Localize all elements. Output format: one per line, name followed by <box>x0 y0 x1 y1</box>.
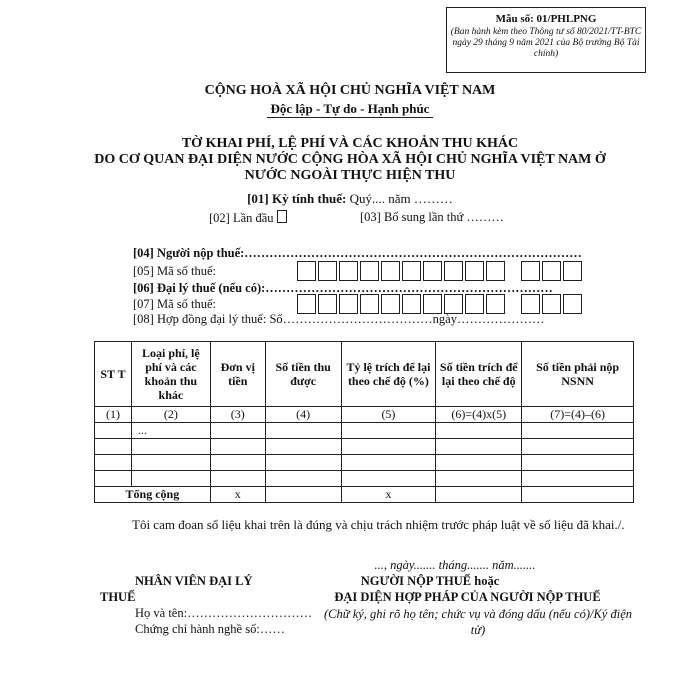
total-label: Tổng cộng <box>95 487 211 503</box>
agent-cert-field[interactable]: Chứng chỉ hành nghề số:…… <box>135 622 285 636</box>
agent-tax-code-suffix-digit[interactable] <box>542 294 561 314</box>
tax-code-digit[interactable] <box>360 261 379 281</box>
agent-tax-code-suffix-digit[interactable] <box>521 294 540 314</box>
table-cell[interactable] <box>210 439 265 455</box>
table-header-row <box>95 342 634 407</box>
table-cell[interactable] <box>210 423 265 439</box>
table-row <box>95 439 634 455</box>
form-issuance-note: (Ban hành kèm theo Thông tư số 80/2021/TT-BTC ngày 29 tháng 9 năm 2021 của Bộ trưởng Bộ Tài chính) <box>450 27 642 59</box>
first-time-field <box>209 210 287 226</box>
agent-tax-code-digit[interactable] <box>360 294 379 314</box>
agent-tax-code-suffix-boxes[interactable] <box>521 294 584 314</box>
motto <box>0 101 700 117</box>
table-index-row <box>95 407 634 423</box>
table-cell[interactable] <box>436 423 522 439</box>
total-payable-cell[interactable] <box>522 487 634 503</box>
first-time-checkbox[interactable] <box>277 210 287 223</box>
agent-tax-code-digit[interactable] <box>381 294 400 314</box>
tax-code-digit[interactable] <box>318 261 337 281</box>
index-cell: (5) <box>341 407 436 423</box>
tax-code-suffix-boxes[interactable] <box>521 261 584 281</box>
agent-name-field[interactable]: Họ và tên:………………………… <box>135 606 313 620</box>
form-title-line1: TỜ KHAI PHÍ, LỆ PHÍ VÀ CÁC KHOẢN THU KHÁC <box>181 136 519 151</box>
agent-tax-code-suffix-digit[interactable] <box>563 294 582 314</box>
agent-tax-code-digit[interactable] <box>444 294 463 314</box>
tax-agent-field[interactable]: [06] Đại lý thuế (nếu có):…………………………………………………………… <box>133 281 553 295</box>
tax-code-digit[interactable] <box>402 261 421 281</box>
agent-tax-code-digit[interactable] <box>318 294 337 314</box>
tax-code-digit[interactable] <box>465 261 484 281</box>
agent-sig-title-a: NHÂN VIÊN ĐẠI LÝ <box>135 574 253 588</box>
agent-tax-code-digit[interactable] <box>339 294 358 314</box>
fee-table <box>94 341 634 503</box>
table-cell[interactable] <box>341 423 436 439</box>
agent-tax-code-digit[interactable] <box>486 294 505 314</box>
table-cell[interactable] <box>131 455 210 471</box>
tax-code-digit[interactable] <box>339 261 358 281</box>
total-amount-cell[interactable] <box>265 487 341 503</box>
table-cell[interactable] <box>341 471 436 487</box>
table-total-row <box>95 487 634 503</box>
table-cell[interactable] <box>522 455 634 471</box>
tax-code-suffix-digit[interactable] <box>542 261 561 281</box>
table-cell[interactable]: ... <box>131 423 210 439</box>
taxpayer-field[interactable]: [04] Người nộp thuế:……………………………………………………………………… <box>133 246 582 260</box>
table-cell[interactable] <box>341 455 436 471</box>
total-rate-mark: x <box>341 487 436 503</box>
table-row <box>95 455 634 471</box>
agent-tax-code-digit[interactable] <box>402 294 421 314</box>
motto-text: Độc lập - Tự do - Hạnh phúc <box>267 101 434 118</box>
table-row <box>95 423 634 439</box>
col-header-no: ST T <box>95 342 132 407</box>
table-cell[interactable] <box>210 455 265 471</box>
form-code: Mẫu số: 01/PHLPNG <box>495 13 597 25</box>
index-cell: (7)=(4)–(6) <box>522 407 634 423</box>
table-cell[interactable] <box>265 455 341 471</box>
tax-period <box>0 191 700 207</box>
table-cell[interactable] <box>436 439 522 455</box>
col-header-payable-amount: Số tiền phải nộp NSNN <box>522 342 634 407</box>
table-cell[interactable] <box>131 471 210 487</box>
agent-tax-code-digit[interactable] <box>297 294 316 314</box>
table-cell[interactable] <box>522 439 634 455</box>
table-cell[interactable] <box>265 471 341 487</box>
table-cell[interactable] <box>210 471 265 487</box>
table-cell[interactable] <box>95 439 132 455</box>
table-row <box>95 471 634 487</box>
total-retained-cell[interactable] <box>436 487 522 503</box>
agent-tax-code-label: [07] Mã số thuế: <box>133 297 216 311</box>
tax-period-label: [01] Kỳ tính thuế: <box>247 191 347 206</box>
agent-tax-code-digit[interactable] <box>423 294 442 314</box>
col-header-amount-collected: Số tiền thu được <box>265 342 341 407</box>
tax-code-suffix-digit[interactable] <box>521 261 540 281</box>
index-cell: (2) <box>131 407 210 423</box>
table-cell[interactable] <box>131 439 210 455</box>
tax-code-digit[interactable] <box>297 261 316 281</box>
agent-tax-code-boxes[interactable] <box>297 294 507 314</box>
first-time-label: [02] Lần đầu <box>209 211 277 225</box>
payer-sig-title2: ĐẠI DIỆN HỢP PHÁP CỦA NGƯỜI NỘP THUẾ <box>334 590 601 604</box>
tax-code-label: [05] Mã số thuế: <box>133 264 216 278</box>
pledge-statement: Tôi cam đoan số liệu khai trên là đúng và chịu trách nhiệm trước pháp luật về số liệu đã khai./. <box>132 517 625 532</box>
col-header-fee-type: Loại phí, lệ phí và các khoản thu khác <box>131 342 210 407</box>
agent-sig-title-b: THUẾ <box>100 590 136 604</box>
table-cell[interactable] <box>522 471 634 487</box>
table-cell[interactable] <box>341 439 436 455</box>
index-cell: (1) <box>95 407 132 423</box>
col-header-retained-amount: Số tiền trích để lại theo chế độ <box>436 342 522 407</box>
col-header-retention-rate: Tỷ lệ trích để lại theo chế độ (%) <box>341 342 436 407</box>
tax-code-digit[interactable] <box>444 261 463 281</box>
form-title-line3: NƯỚC NGOÀI THỰC HIỆN THU <box>244 168 456 183</box>
payer-sig-title1: NGƯỜI NỘP THUẾ hoặc <box>360 574 500 588</box>
table-cell[interactable] <box>436 455 522 471</box>
index-cell: (3) <box>210 407 265 423</box>
payer-sig-note: (Chữ ký, ghi rõ họ tên; chức vụ và đóng dấu (nếu có)/Ký điện tử) <box>324 607 632 637</box>
table-cell[interactable] <box>265 423 341 439</box>
tax-code-digit[interactable] <box>486 261 505 281</box>
tax-code-suffix-digit[interactable] <box>563 261 582 281</box>
table-cell[interactable] <box>265 439 341 455</box>
agent-tax-code-digit[interactable] <box>465 294 484 314</box>
table-cell[interactable] <box>95 471 132 487</box>
form-title-line2: DO CƠ QUAN ĐẠI DIỆN NƯỚC CỘNG HÒA XÃ HỘI CHỦ NGHĨA VIỆT NAM Ở <box>94 152 606 167</box>
table-cell[interactable] <box>522 423 634 439</box>
table-cell[interactable] <box>95 423 132 439</box>
supplement-field: [03] Bổ sung lần thứ ……… <box>360 210 504 224</box>
tax-code-digit[interactable] <box>423 261 442 281</box>
table-cell[interactable] <box>436 471 522 487</box>
tax-code-boxes[interactable] <box>297 261 507 281</box>
tax-code-digit[interactable] <box>381 261 400 281</box>
index-cell: (6)=(4)x(5) <box>436 407 522 423</box>
total-currency-mark: x <box>210 487 265 503</box>
col-header-currency: Đơn vị tiền <box>210 342 265 407</box>
tax-period-value: Quý.... năm ……… <box>349 191 453 206</box>
agency-contract-field[interactable]: [08] Hợp đồng đại lý thuế: Số………………………………ngày………………… <box>133 312 545 326</box>
index-cell: (4) <box>265 407 341 423</box>
form-code-box <box>446 7 646 73</box>
nation-name: CỘNG HOÀ XÃ HỘI CHỦ NGHĨA VIỆT NAM <box>204 83 496 98</box>
sign-date[interactable]: ..., ngày....... tháng....... năm....... <box>374 558 536 572</box>
table-cell[interactable] <box>95 455 132 471</box>
